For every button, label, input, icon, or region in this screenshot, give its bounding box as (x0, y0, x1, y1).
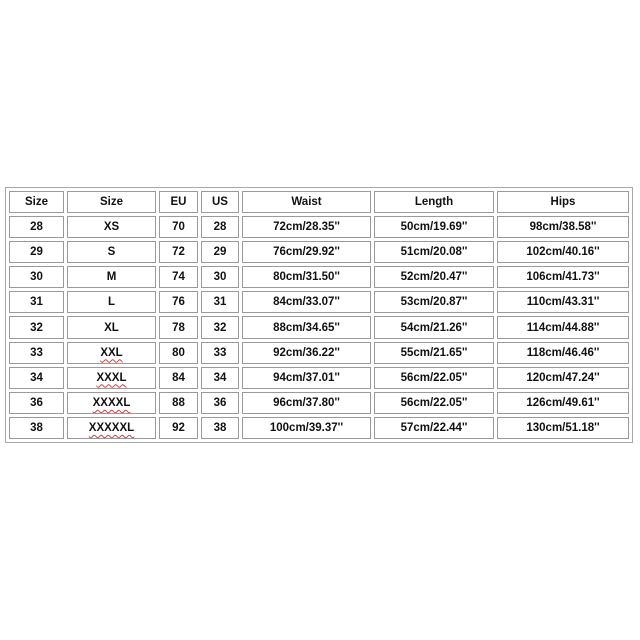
cell-length: 51cm/20.08'' (374, 241, 494, 263)
cell-waist: 76cm/29.92'' (242, 241, 371, 263)
cell-us: 32 (201, 316, 239, 338)
header-cell-size-letter: Size (67, 191, 156, 213)
header-cell-hips: Hips (497, 191, 629, 213)
cell-us: 33 (201, 342, 239, 364)
cell-waist: 92cm/36.22'' (242, 342, 371, 364)
cell-hips: 110cm/43.31'' (497, 291, 629, 313)
cell-us: 30 (201, 266, 239, 288)
cell-length: 57cm/22.44'' (374, 417, 494, 439)
size-letter-label: XXXL (96, 371, 127, 384)
cell-waist: 100cm/39.37'' (242, 417, 371, 439)
cell-eu: 74 (159, 266, 198, 288)
header-row (9, 191, 629, 213)
cell-eu: 84 (159, 367, 198, 389)
cell-us: 31 (201, 291, 239, 313)
table-row (9, 417, 629, 439)
cell-hips: 114cm/44.88'' (497, 316, 629, 338)
table-row (9, 367, 629, 389)
table-row (9, 342, 629, 364)
cell-length: 53cm/20.87'' (374, 291, 494, 313)
cell-size-number: 29 (9, 241, 64, 263)
cell-size-number: 36 (9, 392, 64, 414)
cell-us: 28 (201, 216, 239, 238)
cell-hips: 120cm/47.24'' (497, 367, 629, 389)
header-cell-size-number: Size (9, 191, 64, 213)
header-cell-waist: Waist (242, 191, 371, 213)
header-cell-eu: EU (159, 191, 198, 213)
cell-eu: 80 (159, 342, 198, 364)
table-row (9, 216, 629, 238)
cell-length: 54cm/21.26'' (374, 316, 494, 338)
cell-size-number: 28 (9, 216, 64, 238)
cell-size-letter (67, 367, 156, 389)
size-letter-label: XXL (100, 346, 123, 359)
cell-hips: 98cm/38.58'' (497, 216, 629, 238)
cell-size-letter: M (67, 266, 156, 288)
cell-eu: 72 (159, 241, 198, 263)
cell-hips: 106cm/41.73'' (497, 266, 629, 288)
cell-waist: 72cm/28.35'' (242, 216, 371, 238)
cell-size-letter: S (67, 241, 156, 263)
cell-length: 56cm/22.05'' (374, 392, 494, 414)
size-letter-label: XXXXL (92, 396, 131, 409)
cell-hips: 126cm/49.61'' (497, 392, 629, 414)
cell-waist: 94cm/37.01'' (242, 367, 371, 389)
header-cell-length: Length (374, 191, 494, 213)
size-chart-table (5, 187, 633, 443)
cell-hips: 130cm/51.18'' (497, 417, 629, 439)
cell-size-letter (67, 342, 156, 364)
cell-length: 50cm/19.69'' (374, 216, 494, 238)
cell-waist: 96cm/37.80'' (242, 392, 371, 414)
cell-waist: 88cm/34.65'' (242, 316, 371, 338)
size-letter-label: XXXXXL (88, 421, 135, 434)
cell-length: 56cm/22.05'' (374, 367, 494, 389)
cell-size-letter: L (67, 291, 156, 313)
cell-us: 34 (201, 367, 239, 389)
cell-hips: 102cm/40.16'' (497, 241, 629, 263)
cell-size-number: 32 (9, 316, 64, 338)
cell-eu: 70 (159, 216, 198, 238)
cell-waist: 84cm/33.07'' (242, 291, 371, 313)
cell-us: 29 (201, 241, 239, 263)
cell-eu: 78 (159, 316, 198, 338)
table-row (9, 241, 629, 263)
cell-size-letter (67, 417, 156, 439)
cell-size-number: 30 (9, 266, 64, 288)
cell-size-number: 34 (9, 367, 64, 389)
table-row (9, 266, 629, 288)
cell-size-letter: XL (67, 316, 156, 338)
cell-us: 36 (201, 392, 239, 414)
cell-length: 52cm/20.47'' (374, 266, 494, 288)
cell-size-letter: XS (67, 216, 156, 238)
cell-eu: 88 (159, 392, 198, 414)
cell-size-number: 33 (9, 342, 64, 364)
cell-size-letter (67, 392, 156, 414)
cell-eu: 92 (159, 417, 198, 439)
cell-waist: 80cm/31.50'' (242, 266, 371, 288)
cell-size-number: 31 (9, 291, 64, 313)
table-row (9, 291, 629, 313)
cell-length: 55cm/21.65'' (374, 342, 494, 364)
table-row (9, 316, 629, 338)
cell-us: 38 (201, 417, 239, 439)
header-cell-us: US (201, 191, 239, 213)
table-row (9, 392, 629, 414)
cell-hips: 118cm/46.46'' (497, 342, 629, 364)
cell-eu: 76 (159, 291, 198, 313)
cell-size-number: 38 (9, 417, 64, 439)
